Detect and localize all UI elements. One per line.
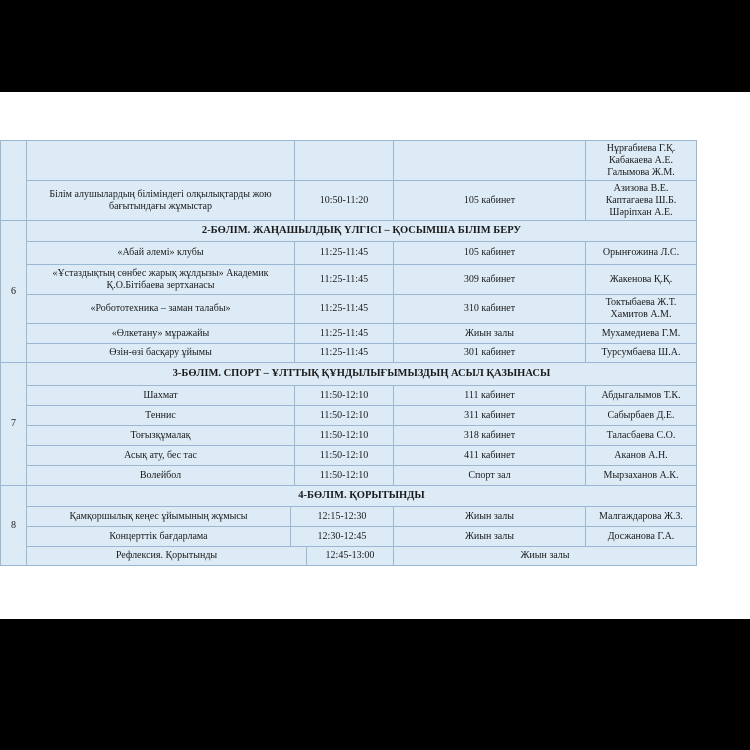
activity-cell: Тоғызқұмалақ [26, 425, 295, 446]
place-cell: 318 кабинет [393, 425, 586, 446]
time-cell: 11:25-11:45 [294, 343, 394, 363]
place-cell: 310 кабинет [393, 294, 586, 324]
place-cell: Спорт зал [393, 465, 586, 486]
place-cell: Жиын залы [393, 323, 586, 344]
time-cell [294, 180, 394, 221]
activity-cell [26, 140, 295, 181]
time-cell: 11:50-12:10 [294, 425, 394, 446]
section-title: 4-БӨЛІМ. ҚОРЫТЫНДЫ [26, 485, 697, 507]
responsible-name: Галымова Ж.М. [607, 166, 675, 178]
place-cell [393, 180, 586, 221]
time-cell: 12:30-12:45 [290, 526, 394, 547]
responsible-cell: Таласбаева С.О. [585, 425, 697, 446]
responsible-cell: Мухамедиева Г.М. [585, 323, 697, 344]
time-cell [294, 140, 394, 181]
activity-cell: Шахмат [26, 385, 295, 406]
place-cell: 311 кабинет [393, 405, 586, 426]
activity-cell: Волейбол [26, 465, 295, 486]
time-cell: 11:25-11:45 [294, 264, 394, 295]
time-cell: 11:50-12:10 [294, 385, 394, 406]
responsible-cell: Малгаждарова Ж.З. [585, 506, 697, 527]
section-number: 6 [0, 220, 27, 363]
responsible-cell: Токтыбаева Ж.Т. Хамитов А.М. [585, 294, 697, 324]
responsible-cell: Сабырбаев Д.Е. [585, 405, 697, 426]
activity-cell: Өзін-өзі басқару ұйымы [26, 343, 295, 363]
activity-cell: Рефлексия. Қорытынды [26, 546, 307, 566]
activity-cell: Асық ату, бес тас [26, 445, 295, 466]
section-title: 2-БӨЛІМ. ЖАҢАШЫЛДЫҚ ҮЛГІСІ – ҚОСЫМША БІЛІМ БЕРУ [26, 220, 697, 242]
place-cell: 411 кабинет [393, 445, 586, 466]
time-cell: 11:50-12:10 [294, 445, 394, 466]
responsible-cell [585, 180, 697, 221]
time-cell: 11:50-12:10 [294, 465, 394, 486]
activity-cell [26, 180, 295, 221]
responsible-cell: Жакенова Қ.Қ. [585, 264, 697, 295]
responsible-name: Кабакаева А.Е. [609, 154, 673, 166]
time-text: 10:50-11:20 [319, 194, 369, 206]
section-number: 8 [0, 485, 27, 566]
responsible-cell: Досжанова Г.А. [585, 526, 697, 547]
place-cell: 111 кабинет [393, 385, 586, 406]
activity-text: Білім алушылардың біліміндегі олқылықтарды жою бағытындағы жұмыстар [49, 188, 272, 212]
document-page [0, 92, 750, 619]
place-cell: 301 кабинет [393, 343, 586, 363]
responsible-cell: Турсумбаева Ш.А. [585, 343, 697, 363]
responsible-cell: Мырзаханов А.К. [585, 465, 697, 486]
place-cell: 309 кабинет [393, 264, 586, 295]
activity-cell: Қамқоршылық кеңес ұйымының жұмысы [26, 506, 291, 527]
responsible-name: Каптагаева Ш.Б. [605, 194, 677, 206]
place-cell: Жиын залы [393, 506, 586, 527]
responsible-cell [585, 140, 697, 181]
place-cell: Жиын залы [393, 526, 586, 547]
activity-cell: «Ұстаздықтың сөнбес жарық жұлдызы» Академик Қ.О.Бітібаева зертханасы [26, 264, 295, 295]
responsible-cell: Абдыгалымов Т.К. [585, 385, 697, 406]
time-cell: 11:25-11:45 [294, 241, 394, 265]
schedule-table [0, 140, 697, 566]
place-text: 105 кабинет [463, 194, 516, 206]
time-cell: 12:15-12:30 [290, 506, 394, 527]
num-cell-blank [0, 140, 27, 221]
activity-cell: «Робототехника – заман талабы» [26, 294, 295, 324]
section-title: 3-БӨЛІМ. СПОРТ – ҰЛТТЫҚ ҚҰНДЫЛЫҒЫМЫЗДЫҢ АСЫЛ ҚАЗЫНАСЫ [26, 362, 697, 386]
time-cell: 12:45-13:00 [306, 546, 394, 566]
responsible-name: Шәріпхан А.Е. [609, 206, 673, 218]
activity-cell: «Абай әлемі» клубы [26, 241, 295, 265]
time-cell: 11:50-12:10 [294, 405, 394, 426]
place-cell [393, 140, 586, 181]
time-cell: 11:25-11:45 [294, 323, 394, 344]
section-number: 7 [0, 362, 27, 486]
activity-cell: «Өлкетану» мұражайы [26, 323, 295, 344]
place-cell: 105 кабинет [393, 241, 586, 265]
responsible-cell: Аканов А.Н. [585, 445, 697, 466]
responsible-name: Нұрғабиева Г.Қ. [606, 142, 676, 154]
activity-cell: Концерттік бағдарлама [26, 526, 291, 547]
time-cell: 11:25-11:45 [294, 294, 394, 324]
responsible-name: Азизова В.Е. [613, 182, 669, 194]
responsible-cell: Орынғожина Л.С. [585, 241, 697, 265]
place-cell-merged: Жиын залы [393, 546, 697, 566]
activity-cell: Теннис [26, 405, 295, 426]
